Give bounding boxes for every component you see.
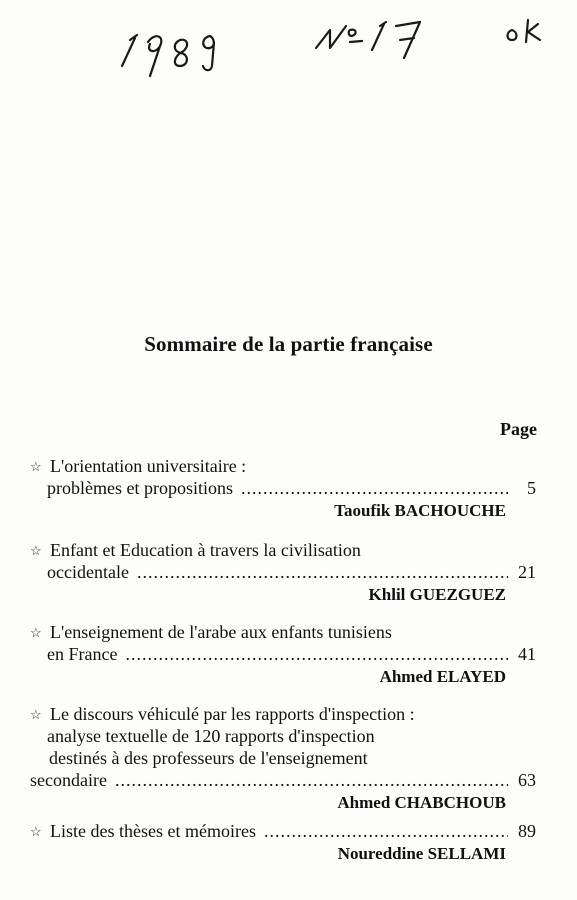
- entry-author: Khlil GUEZGUEZ: [368, 585, 506, 604]
- toc-entry: [30, 621, 536, 688]
- handwritten-year: [122, 35, 137, 66]
- star-bullet-icon: ☆: [30, 707, 42, 722]
- entry-title-line: destinés à des professeurs de l'enseignement: [49, 748, 368, 768]
- page-number: 5: [527, 478, 536, 498]
- entry-title-line: L'enseignement de l'arabe aux enfants tunisiens: [50, 622, 392, 642]
- page-number: 63: [518, 770, 536, 790]
- toc-entry: [30, 455, 536, 522]
- page-number: 89: [518, 821, 536, 841]
- entry-title-line: occidentale: [47, 562, 129, 582]
- star-bullet-icon: ☆: [30, 459, 42, 474]
- toc-entry: [30, 539, 536, 606]
- entry-author: Taoufik BACHOUCHE: [334, 501, 506, 520]
- entry-title-line: problèmes et propositions: [47, 478, 233, 498]
- entry-title-line: analyse textuelle de 120 rapports d'inspection: [47, 726, 375, 746]
- entry-title-line: secondaire: [30, 770, 107, 790]
- star-bullet-icon: ☆: [30, 543, 42, 558]
- entry-author: Noureddine SELLAMI: [337, 844, 506, 863]
- dot-leader: [264, 820, 508, 842]
- page-number: 21: [518, 562, 536, 582]
- dot-leader: [137, 561, 508, 583]
- entry-author: Ahmed ELAYED: [379, 667, 506, 686]
- entry-title-line: Le discours véhiculé par les rapports d'inspection :: [50, 704, 415, 724]
- entry-title-line: L'orientation universitaire :: [50, 456, 247, 476]
- entry-title-line: Enfant et Education à travers la civilisation: [50, 540, 361, 560]
- handwriting-drawing: [0, 0, 577, 110]
- toc-entry: [30, 820, 536, 865]
- page-number: 41: [518, 644, 536, 664]
- star-bullet-icon: ☆: [30, 824, 42, 839]
- handwritten-number: [316, 26, 346, 48]
- entry-title-line: Liste des thèses et mémoires: [50, 821, 256, 841]
- star-bullet-icon: ☆: [30, 625, 42, 640]
- entry-title-line: en France: [47, 644, 118, 664]
- dot-leader: [125, 643, 508, 665]
- handwritten-note: [508, 30, 517, 40]
- dot-leader: [241, 477, 508, 499]
- page-column-header: Page: [500, 419, 537, 439]
- page-title: Sommaire de la partie française: [144, 332, 433, 356]
- entry-author: Ahmed CHABCHOUB: [337, 793, 506, 812]
- toc-entry: [30, 703, 536, 814]
- handwritten-annotation: [0, 0, 577, 110]
- dot-leader: [115, 769, 508, 791]
